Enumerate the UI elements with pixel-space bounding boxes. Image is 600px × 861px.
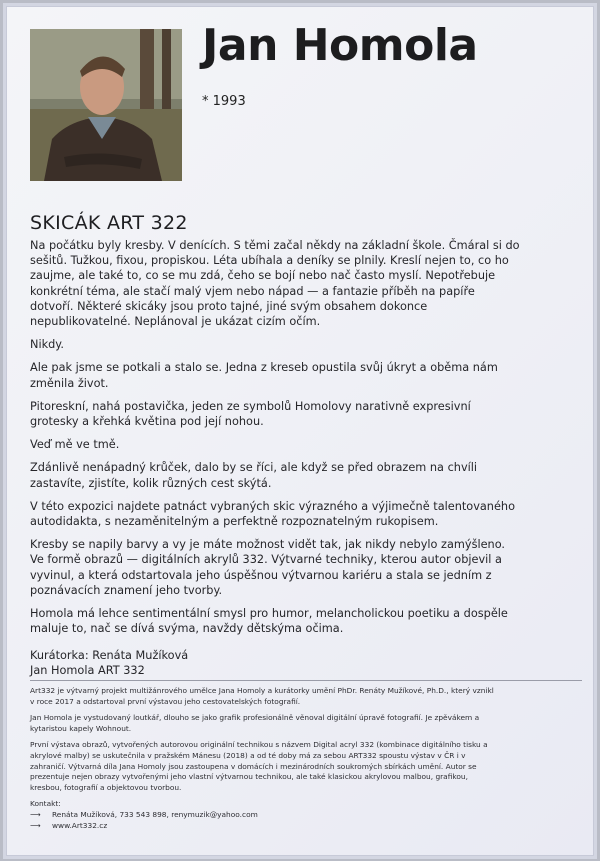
author-portrait-photo	[30, 29, 182, 181]
poster-frame	[3, 3, 597, 859]
footer-paragraph: Jan Homola je vystudovaný loutkář, dlouho se jako grafik profesionálně věnoval digitální úpravě fotografií. Je zpěvákem a kytaristou kapely Wohnout.	[30, 713, 480, 733]
footer-paragraph: První výstava obrazů, vytvořených autorovou originální technikou s názvem Digital acryl 332 (kombinace digitálního tisku a akrylové malby) se uskutečnila v pražském Mánesu (2018) a od té doby má za sebou ART332 spoustu výstav v ČR i v zahraničí. Výtvarná díla Jana Homoly jsou zastoupena v domácích i mezinárodních soukromých sbírkách umění. Autor se prezentuje nejen obrazy vytvořenými jeho vlastní výtvarnou technikou, ale také klasickou akrylovou malbou, grafikou, kresbou, fotografií a objektovou tvorbou.	[30, 740, 488, 792]
paragraph: Kresby se napily barvy a vy je máte možnost vidět tak, jak nikdy nebylo zamýšleno. Ve formě obrazů — digitálních akrylů 332. Výtvarné techniky, kterou autor objevil a vyvinul, a která odstartovala jeho úspěšnou výtvarnou kariéru a stala se jedním z poznávacích znamení jeho tvorby.	[30, 538, 506, 597]
curator-credit	[30, 648, 520, 678]
paragraph: Homola má lehce sentimentální smysl pro humor, melancholickou poetiku a dospěle maluje to, nač se dívá svýma, navždy dětskýma očima.	[30, 607, 508, 636]
author-name-heading: Jan Homola	[202, 20, 478, 71]
exhibition-text	[30, 238, 520, 678]
footer-paragraph: Art332 je výtvarný projekt multižánrového umělce Jana Homoly a kurátorky umění PhDr. Renáty Mužíkové, Ph.D., který vznikl v roce 2017 a odstartoval první výstavou jeho cestovatelských fotografií.	[30, 686, 494, 706]
contact-row	[30, 821, 500, 832]
paragraph: Zdánlivě nenápadný krůček, dalo by se říci, ale když se před obrazem na chvíli zastavíte, zjistíte, kolik různých cest skýtá.	[30, 461, 478, 490]
curator-line: Kurátorka: Renáta Mužíková	[30, 649, 189, 663]
paragraph: V této expozici najdete patnáct vybraných skic výrazného a výjimečně talentovaného autodidakta, s nezaměnitelným a perfektně rozpoznatelným rukopisem.	[30, 499, 515, 529]
paragraph: Nikdy.	[30, 338, 64, 352]
footer-divider	[30, 680, 582, 681]
project-line: Jan Homola ART 332	[30, 664, 145, 678]
paragraph: Pitoreskní, nahá postavička, jeden ze symbolů Homolovy narativně expresivní grotesky a křehká květina pod její nohou.	[30, 399, 471, 429]
paragraph: Ale pak jsme se potkali a stalo se. Jedna z kreseb opustila svůj úkryt a oběma nám změnila život.	[30, 361, 498, 390]
paragraph: Na počátku byly kresby. V denících. S těmi začal někdy na základní škole. Čmáral si do sešitů. Tužkou, fixou, propiskou. Léta ubíhala a deníky se plnily. Kreslí nejen to, co ho zaujme, ale také to, co se mu zdá, čeho se bojí nebo nač často myslí. Nepotřebuje konkrétní téma, ale stačí malý vjem nebo nápad — a fantazie příběh na papíře dotvoří. Některé skicáky jsou proto tajné, jiné svým obsahem dokonce nepublikovatelné. Neplánoval je ukázat cizím očím.	[30, 239, 520, 329]
website-link[interactable]: www.Art332.cz	[52, 820, 108, 830]
contact-email-phone[interactable]: Renáta Mužíková, 733 543 898, renymuzik@yahoo.com	[52, 809, 258, 819]
exhibition-title: SKICÁK ART 322	[30, 212, 188, 234]
arrow-right-icon: ⟶	[30, 820, 41, 830]
paragraph: Veď mě ve tmě.	[30, 438, 120, 452]
footer-info	[30, 686, 500, 831]
birth-year: * 1993	[202, 94, 246, 109]
arrow-right-icon: ⟶	[30, 809, 41, 819]
contact-row	[30, 810, 500, 821]
contact-label: Kontakt:	[30, 799, 61, 809]
